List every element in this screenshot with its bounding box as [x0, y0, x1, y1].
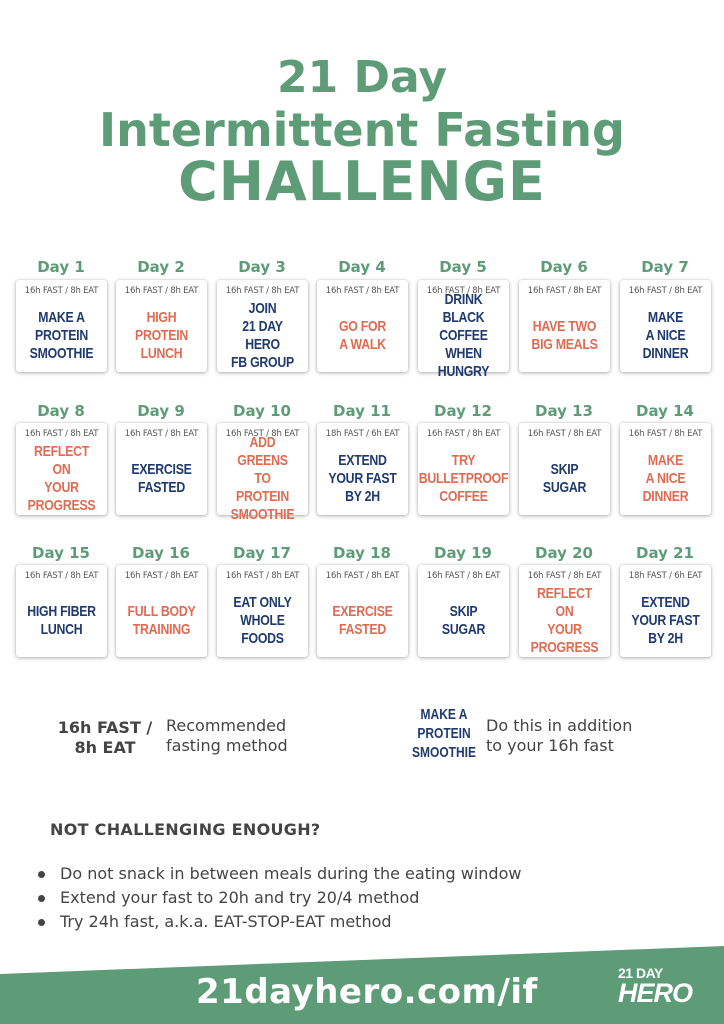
legend-task-description: Do this in addition to your 16h fast — [486, 716, 633, 755]
fasting-window: 16h FAST / 8h EAT — [24, 286, 99, 296]
bullet-icon — [38, 871, 45, 878]
day-card — [217, 565, 308, 657]
day-task: EAT ONLY WHOLE FOODS — [233, 594, 292, 647]
fasting-window: 16h FAST / 8h EAT — [426, 571, 501, 581]
day-task: MAKE A NICE DINNER — [642, 452, 689, 505]
day-label: Day 21 — [636, 544, 694, 562]
day-task: EXERCISE FASTED — [332, 603, 393, 638]
fasting-window: 16h FAST / 8h EAT — [24, 429, 99, 439]
day-task: DRINK BLACK COFFEE WHEN HUNGRY — [437, 291, 490, 380]
footer-url-link[interactable]: 21dayhero.com/if — [196, 972, 538, 1012]
day-card — [217, 423, 308, 523]
day-label: Day 10 — [233, 402, 291, 420]
fasting-window: 16h FAST / 8h EAT — [325, 571, 400, 581]
list-item — [36, 886, 521, 910]
day-label: Day 13 — [535, 402, 593, 420]
title-line-2: Intermittent Fasting — [99, 103, 625, 157]
day-task: ADD GREENS TO PROTEIN SMOOTHIE — [230, 434, 295, 523]
day-task: REFLECT ON YOUR PROGRESS — [530, 585, 599, 656]
day-card — [116, 280, 207, 372]
day-card — [317, 565, 408, 657]
day-task: HIGH PROTEIN LUNCH — [135, 309, 188, 362]
legend-fast-description: Recommended fasting method — [166, 716, 288, 755]
day-label: Day 12 — [434, 402, 492, 420]
fasting-window: 16h FAST / 8h EAT — [24, 571, 99, 581]
day-task: JOIN 21 DAY HERO FB GROUP — [231, 300, 294, 371]
fasting-window: 18h FAST / 6h EAT — [628, 571, 703, 581]
fasting-window: 16h FAST / 8h EAT — [628, 286, 703, 296]
day-label: Day 7 — [641, 258, 689, 276]
day-label: Day 2 — [137, 258, 185, 276]
fasting-window: 16h FAST / 8h EAT — [426, 286, 501, 296]
day-card — [418, 565, 509, 657]
not-challenging-heading: NOT CHALLENGING ENOUGH? — [50, 820, 321, 839]
bullet-icon — [38, 895, 45, 902]
list-item — [36, 862, 521, 886]
day-card — [317, 280, 408, 372]
day-label: Day 6 — [540, 258, 588, 276]
fasting-window: 18h FAST / 6h EAT — [325, 429, 400, 439]
day-label: Day 17 — [233, 544, 291, 562]
day-card — [217, 280, 308, 372]
day-label: Day 20 — [535, 544, 593, 562]
day-card — [16, 423, 107, 515]
day-task: FULL BODY TRAINING — [127, 603, 196, 638]
day-task: EXTEND YOUR FAST BY 2H — [631, 594, 700, 647]
day-card — [418, 280, 509, 380]
day-label: Day 16 — [132, 544, 190, 562]
bullet-icon — [38, 919, 45, 926]
fasting-window: 16h FAST / 8h EAT — [628, 429, 703, 439]
fasting-window: 16h FAST / 8h EAT — [225, 286, 300, 296]
day-card — [519, 423, 610, 515]
day-label: Day 11 — [333, 402, 391, 420]
day-card — [418, 423, 509, 515]
list-item-text: Do not snack in between meals during the eating window — [60, 864, 522, 883]
fasting-window: 16h FAST / 8h EAT — [124, 286, 199, 296]
day-label: Day 19 — [434, 544, 492, 562]
day-label: Day 4 — [338, 258, 386, 276]
fasting-window: 16h FAST / 8h EAT — [124, 429, 199, 439]
day-task: EXTEND YOUR FAST BY 2H — [328, 452, 397, 505]
list-item-text: Extend your fast to 20h and try 20/4 method — [60, 888, 420, 907]
day-task: SKIP SUGAR — [441, 603, 486, 638]
fasting-window: 16h FAST / 8h EAT — [426, 429, 501, 439]
day-card — [116, 423, 207, 515]
day-task: HIGH FIBER LUNCH — [27, 603, 96, 638]
fasting-window: 16h FAST / 8h EAT — [225, 429, 300, 439]
fasting-window: 16h FAST / 8h EAT — [527, 429, 602, 439]
fasting-window: 16h FAST / 8h EAT — [124, 571, 199, 581]
list-item-text: Try 24h fast, a.k.a. EAT-STOP-EAT method — [60, 912, 392, 931]
day-task: EXERCISE FASTED — [131, 461, 192, 496]
day-label: Day 1 — [37, 258, 85, 276]
brand-logo — [618, 966, 714, 1007]
day-task: TRY BULLETPROOF COFFEE — [418, 452, 509, 505]
day-task: GO FOR A WALK — [338, 318, 387, 353]
logo-line-1: 21 DAY — [618, 965, 663, 981]
day-task: HAVE TWO BIG MEALS — [531, 318, 598, 353]
day-card — [620, 280, 711, 372]
day-label: Day 18 — [333, 544, 391, 562]
list-item — [36, 910, 521, 934]
fasting-window: 16h FAST / 8h EAT — [527, 571, 602, 581]
day-card — [116, 565, 207, 657]
fasting-window: 16h FAST / 8h EAT — [527, 286, 602, 296]
not-challenging-list — [36, 862, 521, 934]
title-line-3: CHALLENGE — [178, 150, 546, 213]
day-card — [620, 423, 711, 515]
day-card — [16, 280, 107, 372]
fasting-window: 16h FAST / 8h EAT — [325, 286, 400, 296]
day-card — [519, 280, 610, 372]
day-card — [519, 565, 610, 657]
day-label: Day 14 — [636, 402, 694, 420]
legend-fast-sample: 16h FAST / 8h EAT — [57, 718, 153, 757]
fasting-window: 16h FAST / 8h EAT — [225, 571, 300, 581]
day-task: MAKE A NICE DINNER — [642, 309, 689, 362]
day-card — [317, 423, 408, 515]
legend-task-sample: MAKE A PROTEIN SMOOTHIE — [412, 706, 477, 761]
day-label: Day 8 — [37, 402, 85, 420]
day-task: SKIP SUGAR — [542, 461, 587, 496]
day-card — [16, 565, 107, 657]
logo-line-2: HERO — [618, 978, 693, 1008]
day-label: Day 15 — [32, 544, 90, 562]
day-task: REFLECT ON YOUR PROGRESS — [27, 443, 96, 514]
day-label: Day 9 — [137, 402, 185, 420]
day-label: Day 3 — [238, 258, 286, 276]
title-line-1: 21 Day — [276, 52, 448, 103]
day-card — [620, 565, 711, 657]
day-task: MAKE A PROTEIN SMOOTHIE — [29, 309, 94, 362]
day-label: Day 5 — [439, 258, 487, 276]
